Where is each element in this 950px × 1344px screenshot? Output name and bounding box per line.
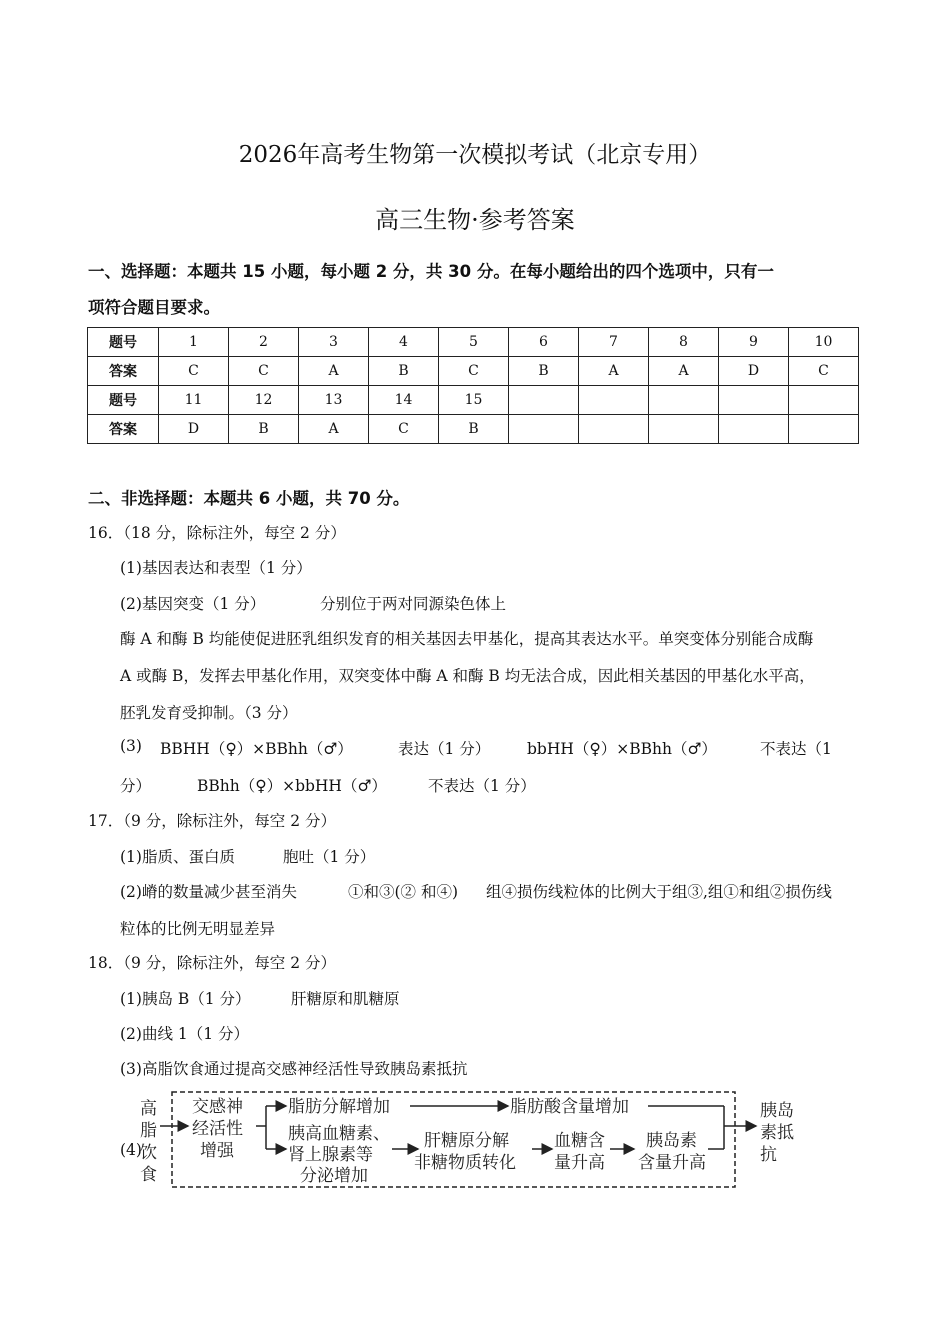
q16-part2-answer2: 分别位于两对同源染色体上 — [320, 595, 507, 613]
page-subtitle: 高三生物·参考答案 — [375, 206, 575, 234]
start-node-line1: 高 — [140, 1099, 157, 1119]
table-cell — [649, 415, 719, 444]
start-node-line4: 食 — [140, 1165, 157, 1185]
table-cell: C — [439, 357, 509, 386]
q17-part2-answer1: (2)嵴的数量减少甚至消失 — [120, 883, 297, 901]
q17-part2-answer3: 组④损伤线粒体的比例大于组③,组①和组②损伤线 — [486, 883, 832, 901]
table-cell: 13 — [299, 386, 369, 415]
q16-part1: (1)基因表达和表型（1 分） — [120, 559, 312, 577]
q17-header: 17．（9 分，除标注外，每空 2 分） — [88, 812, 336, 830]
q16-part2-explain-line2: A 或酶 B，发挥去甲基化作用，双突变体中酶 A 和酶 B 均无法合成，因此相关基因的甲基化水平高， — [120, 667, 815, 685]
table-cell: 10 — [789, 328, 859, 357]
row-label: 题号 — [88, 328, 159, 357]
table-cell — [789, 386, 859, 415]
q18-part3: (3)高脂饮食通过提高交感神经活性导致胰岛素抵抗 — [120, 1060, 468, 1078]
table-cell: 8 — [649, 328, 719, 357]
table-cell: 3 — [299, 328, 369, 357]
table-cell — [649, 386, 719, 415]
lower-node4-line1: 胰岛素 — [646, 1131, 697, 1151]
lower-node1-line2: 肾上腺素等 — [288, 1145, 373, 1165]
table-cell — [509, 386, 579, 415]
q16-part2-explain-line3: 胚乳发育受抑制。（3 分） — [120, 704, 298, 722]
table-row — [88, 386, 859, 415]
table-cell: C — [229, 357, 299, 386]
table-cell — [579, 386, 649, 415]
table-cell — [579, 415, 649, 444]
table-cell: 11 — [159, 386, 229, 415]
lower-node4-line2: 含量升高 — [638, 1153, 706, 1173]
table-cell: 14 — [369, 386, 439, 415]
row-label: 答案 — [88, 357, 159, 386]
table-cell: 9 — [719, 328, 789, 357]
table-cell: A — [299, 357, 369, 386]
lower-node3-line1: 血糖含 — [554, 1131, 605, 1151]
q16-part3-cross2: bbHH（♀）×BBhh（♂） — [527, 740, 717, 758]
q18-part1-answer1: (1)胰岛 B（1 分） — [120, 990, 251, 1008]
lower-node2-line2: 非糖物质转化 — [414, 1153, 516, 1173]
table-cell: B — [439, 415, 509, 444]
q16-header: 16．（18 分，除标注外，每空 2 分） — [88, 524, 346, 542]
q17-part1-answer2: 胞吐（1 分） — [283, 848, 376, 866]
table-cell: D — [719, 357, 789, 386]
lower-node1-line1: 胰高血糖素、 — [288, 1124, 390, 1144]
section2-heading: 二、非选择题：本题共 6 小题，共 70 分。 — [88, 489, 410, 508]
q17-part2-answer2: ①和③(② 和④) — [348, 883, 459, 901]
lower-node3-line2: 量升高 — [554, 1153, 605, 1173]
q18-part2: (2)曲线 1（1 分） — [120, 1025, 250, 1043]
table-cell: 6 — [509, 328, 579, 357]
table-cell — [789, 415, 859, 444]
end-node-line3: 抗 — [760, 1145, 777, 1165]
answer-table — [87, 327, 859, 444]
q16-part3-result2: 不表达（1 — [760, 740, 832, 758]
q16-part3-cross1: BBHH（♀）×BBhh（♂） — [160, 740, 353, 758]
flow-diagram — [130, 1088, 810, 1200]
box1-line1: 交感神 — [192, 1097, 243, 1117]
q16-part3-result2-cont: 分） — [120, 777, 152, 795]
q16-part3-result3: 不表达（1 分） — [428, 777, 536, 795]
table-cell: 7 — [579, 328, 649, 357]
start-node-line2: 脂 — [140, 1121, 157, 1141]
end-node-line2: 素抵 — [760, 1123, 794, 1143]
end-node-line1: 胰岛 — [760, 1101, 794, 1121]
table-cell: D — [159, 415, 229, 444]
table-cell: 4 — [369, 328, 439, 357]
lower-node1-line3: 分泌增加 — [300, 1166, 368, 1186]
table-cell: C — [159, 357, 229, 386]
q18-part1-answer2: 肝糖原和肌糖原 — [291, 990, 400, 1008]
section1-heading-line1: 一、选择题：本题共 15 小题，每小题 2 分，共 30 分。在每小题给出的四个选项中，只有一 — [88, 262, 774, 281]
table-cell: A — [299, 415, 369, 444]
q16-part2-answer: (2)基因突变（1 分） — [120, 595, 266, 613]
q16-part3-result1: 表达（1 分） — [398, 740, 491, 758]
table-cell — [719, 415, 789, 444]
q16-part3-cross3: BBhh（♀）×bbHH（♂） — [197, 777, 387, 795]
table-cell: 15 — [439, 386, 509, 415]
lower-node2-line1: 肝糖原分解 — [424, 1131, 509, 1151]
table-cell: 2 — [229, 328, 299, 357]
table-row — [88, 328, 859, 357]
table-cell: A — [649, 357, 719, 386]
q18-header: 18．（9 分，除标注外，每空 2 分） — [88, 954, 336, 972]
section1-heading-line2: 项符合题目要求。 — [88, 298, 220, 317]
table-cell: B — [509, 357, 579, 386]
table-cell — [719, 386, 789, 415]
q16-part2-explain-line1: 酶 A 和酶 B 均能使促进胚乳组织发育的相关基因去甲基化，提高其表达水平。单突变体分别能合成酶 — [120, 630, 814, 648]
row-label: 答案 — [88, 415, 159, 444]
upper-node2: 脂肪酸含量增加 — [510, 1097, 629, 1117]
page-title: 2026年高考生物第一次模拟考试（北京专用） — [238, 142, 712, 168]
table-cell: 12 — [229, 386, 299, 415]
table-row — [88, 357, 859, 386]
upper-node1: 脂肪分解增加 — [288, 1097, 390, 1117]
table-row — [88, 415, 859, 444]
table-cell: 5 — [439, 328, 509, 357]
box1-line2: 经活性 — [192, 1119, 243, 1139]
start-node-line3: 饮 — [140, 1143, 157, 1163]
q17-part2-answer3-cont: 粒体的比例无明显差异 — [120, 920, 276, 938]
table-cell — [509, 415, 579, 444]
box1-line3: 增强 — [200, 1141, 234, 1161]
table-cell: B — [369, 357, 439, 386]
table-cell: A — [579, 357, 649, 386]
q18-part4-label: (4) — [120, 1141, 142, 1159]
q17-part1-answer1: (1)脂质、蛋白质 — [120, 848, 235, 866]
q16-part3-label: (3) — [120, 737, 142, 755]
table-cell: B — [229, 415, 299, 444]
table-cell: C — [369, 415, 439, 444]
table-cell: C — [789, 357, 859, 386]
table-cell: 1 — [159, 328, 229, 357]
row-label: 题号 — [88, 386, 159, 415]
